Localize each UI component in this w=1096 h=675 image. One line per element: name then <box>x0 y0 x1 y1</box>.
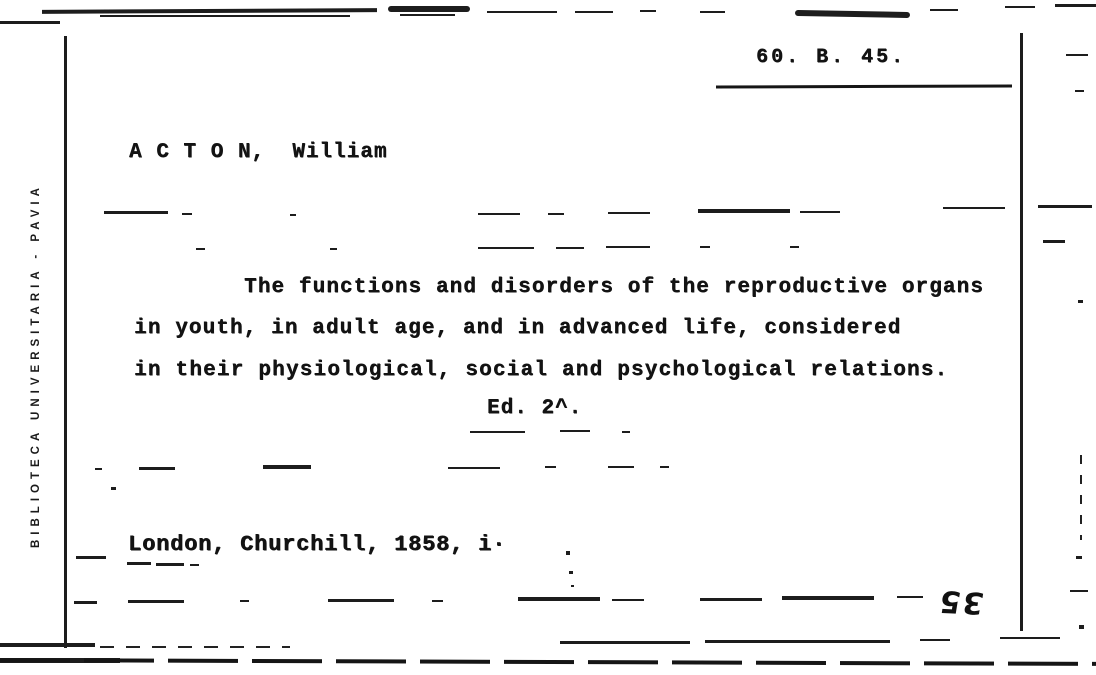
scan-speck <box>1076 556 1082 559</box>
ruled-line-dash <box>518 597 600 601</box>
ruled-line-dash <box>800 211 840 213</box>
ruled-line-dash <box>478 213 520 215</box>
ruled-line-dash <box>330 248 337 250</box>
scan-edge-mark <box>575 11 613 13</box>
scan-edge-mark <box>705 640 890 643</box>
ruled-line-dash <box>263 465 311 469</box>
card-left-border <box>64 36 67 648</box>
scan-edge-mark <box>0 21 60 24</box>
ruled-line-dash <box>196 248 205 250</box>
scan-speck <box>569 571 573 574</box>
imprint-line: London, Churchill, 1858, i· <box>128 532 507 557</box>
scan-mark <box>190 564 199 566</box>
ruled-line-dash <box>290 214 296 216</box>
library-stamp: BIBLIOTECA UNIVERSITARIA - PAVIA <box>30 183 42 548</box>
scan-edge-mark <box>920 639 950 641</box>
call-number-underline <box>716 84 1012 88</box>
handwritten-number: 35 <box>935 582 987 621</box>
ruled-line-dash <box>545 466 556 468</box>
ruled-line-dash <box>104 211 168 214</box>
call-number: 60. B. 45. <box>756 46 907 69</box>
ruled-line-dash <box>698 209 790 213</box>
scan-edge-mark <box>1055 4 1096 7</box>
ruled-line-dash <box>139 467 175 470</box>
scan-edge-mark <box>640 10 656 12</box>
ruled-line-dash <box>700 246 710 248</box>
ruled-line-dash <box>432 600 443 602</box>
ruled-line-dash <box>782 596 874 600</box>
scan-mark <box>76 556 106 559</box>
title-line-3: in their physiological, social and psychological relations. <box>134 359 949 382</box>
ruled-line-dash <box>943 207 1005 209</box>
scan-edge-mark <box>42 8 377 14</box>
ruled-line-dash <box>182 213 192 215</box>
scan-edge-mark <box>1000 637 1060 639</box>
ruled-line-dash <box>606 246 650 248</box>
ruled-line-dash <box>548 213 564 215</box>
scan-edge-mark <box>388 6 470 12</box>
scan-speck <box>111 487 116 490</box>
scan-edge-mark <box>100 15 350 17</box>
scan-speck <box>1070 590 1088 592</box>
scan-dashed-vertical <box>1080 455 1082 540</box>
scan-edge-mark <box>400 14 455 16</box>
ruled-line-dash <box>74 601 97 604</box>
ruled-line-dash <box>1043 240 1065 243</box>
ruled-line-dash <box>622 431 630 433</box>
ruled-line-dash <box>328 599 394 602</box>
scan-edge-mark <box>0 658 1096 666</box>
ruled-line-dash <box>95 468 102 470</box>
ruled-line-dash <box>560 430 590 432</box>
ruled-line-dash <box>240 600 249 602</box>
ruled-line-dash <box>612 599 644 601</box>
scan-speck <box>1079 625 1084 629</box>
ruled-line-dash <box>790 246 799 248</box>
scan-edge-mark <box>700 11 725 13</box>
scan-mark <box>156 563 184 566</box>
ruled-line-dash <box>478 247 534 249</box>
title-line-2: in youth, in adult age, and in advanced life, considered <box>134 317 902 340</box>
scan-edge-mark <box>930 9 958 11</box>
ruled-line-dash <box>448 467 500 469</box>
ruled-line-dash <box>470 431 525 433</box>
ruled-line-dash <box>660 466 669 468</box>
scan-mark <box>127 562 151 565</box>
ruled-line-dash <box>608 466 634 468</box>
scan-edge-mark <box>100 646 290 648</box>
scan-speck <box>566 551 570 555</box>
edition-statement: Ed. 2^. <box>487 397 583 420</box>
title-line-1: The functions and disorders of the reproductive organs <box>244 276 984 299</box>
ruled-line-dash <box>1038 205 1092 208</box>
scan-mark <box>1066 54 1088 56</box>
ruled-line-dash <box>556 247 584 249</box>
scan-edge-mark <box>487 11 557 13</box>
ruled-line-dash <box>128 600 184 603</box>
ruled-line-dash <box>897 596 923 598</box>
ruled-line-dash <box>608 212 650 214</box>
scan-edge-mark <box>1005 6 1035 8</box>
scan-speck <box>571 585 574 587</box>
card-right-border <box>1020 33 1023 631</box>
scan-edge-mark <box>560 641 690 644</box>
author-heading: A C T O N, William <box>129 141 388 164</box>
scan-speck <box>1075 90 1084 92</box>
scan-speck <box>1078 300 1083 303</box>
scan-edge-mark <box>0 643 95 647</box>
ruled-line-dash <box>700 598 762 601</box>
scan-edge-mark <box>795 10 910 18</box>
